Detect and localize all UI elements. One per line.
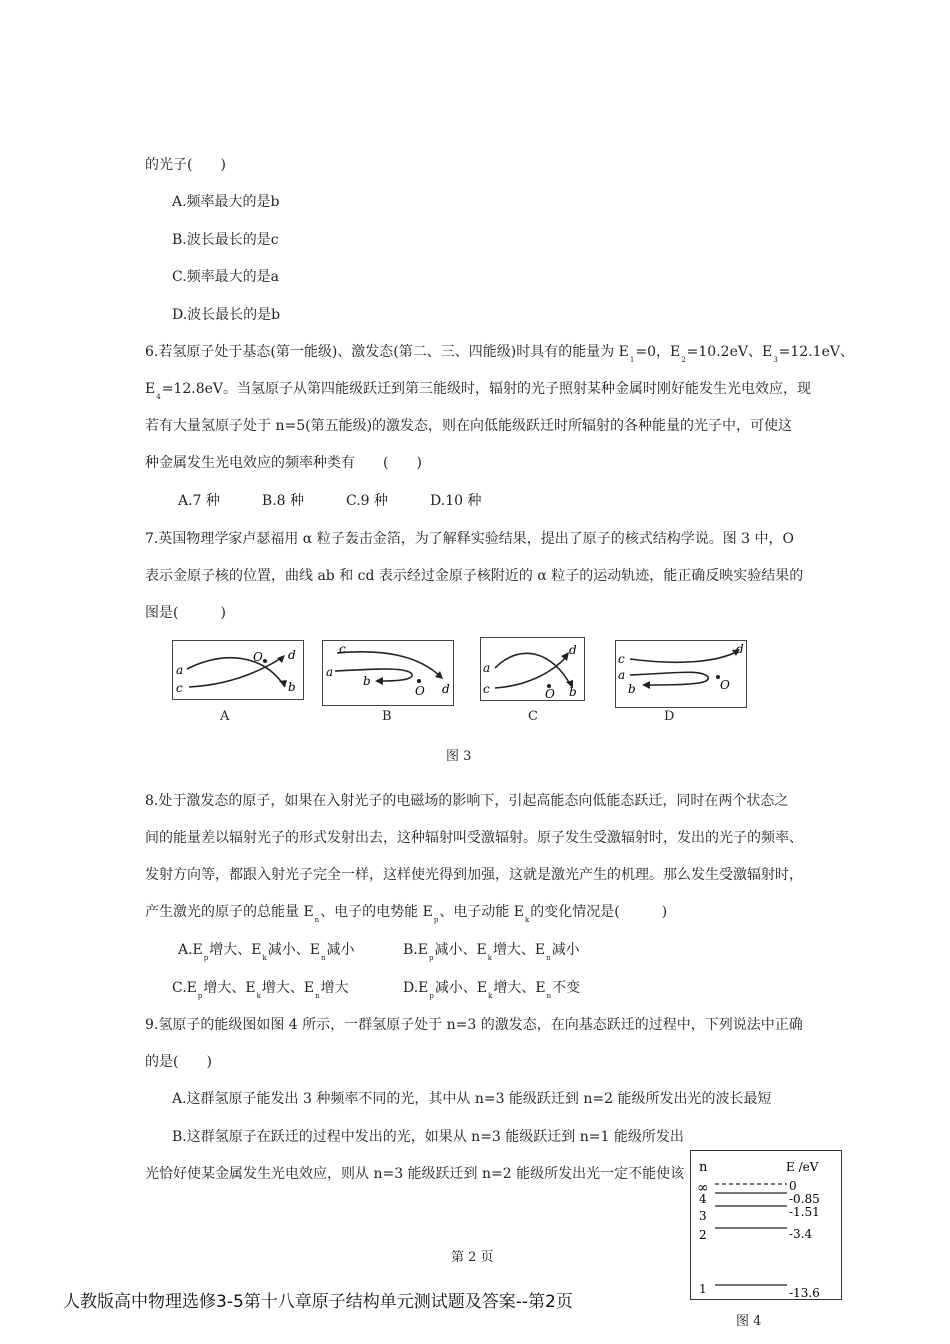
- figure3-panel-a: [172, 640, 304, 700]
- level-e-3: -1.51: [789, 1205, 820, 1219]
- svg-text:d: d: [736, 642, 744, 656]
- svg-text:a: a: [326, 665, 334, 679]
- figure3-panel-d: [615, 640, 747, 708]
- figure3-label-c: C: [528, 709, 538, 724]
- q8-option-a: $A.E_p$增大、$E_k$减小、$E_n$减小: [178, 942, 355, 962]
- svg-text:b: b: [569, 685, 577, 699]
- figure4-caption: 图 4: [736, 1314, 762, 1329]
- figure3-panel-b: [322, 640, 454, 706]
- q8-option-d: $D.E_p$减小、$E_k$增大、$E_n$不变: [403, 980, 581, 1000]
- svg-text:O: O: [415, 684, 425, 698]
- option-c: C.频率最大的是a: [172, 269, 280, 285]
- n-header: n: [699, 1160, 708, 1175]
- level-e-inf: 0: [789, 1179, 797, 1193]
- q8-line-1: 8.处于激发态的原子，如果在入射光子的电磁场的影响下，引起高能态向低能态跃迁，同时在两个状态之: [145, 793, 789, 809]
- level-n-4: 4: [699, 1192, 707, 1206]
- q8-line-3: 发射方向等，都跟入射光子完全一样，这样使光得到加强，这就是激光产生的机理。那么发生受激辐射时，: [145, 867, 803, 883]
- svg-text:b: b: [628, 682, 636, 696]
- label-b: b: [288, 680, 296, 694]
- figure3-caption: 图 3: [446, 749, 472, 764]
- svg-text:c: c: [483, 682, 490, 696]
- svg-text:d: d: [569, 643, 577, 657]
- label-a: a: [176, 663, 184, 677]
- q9-line-1: 9.氢原子的能级图如图 4 所示，一群氢原子处于 n=3 的激发态，在向基态跃迁的过程中，下列说法中正确: [145, 1017, 803, 1033]
- q6-line-1: 6.若氢原子处于基态(第一能级)、激发态(第二、三、四能级)时具有的能量为 $E_1=0$，$E_2=10.2eV$、$E_3=12.1eV$、: [145, 344, 854, 364]
- q7-line-2: 表示金原子核的位置，曲线 ab 和 cd 表示经过金原子核附近的 α 粒子的运动轨迹，能正确反映实验结果的: [145, 568, 804, 584]
- svg-text:d: d: [442, 682, 450, 696]
- level-n-2: 2: [699, 1228, 707, 1242]
- q9-option-b-line-2: 光恰好使某金属发生光电效应，则从 n=3 能级跃迁到 n=2 能级所发出光一定不能使该: [145, 1166, 685, 1182]
- q7-line-3: 图是( ): [145, 605, 226, 621]
- page-number: 第 2 页: [451, 1250, 494, 1265]
- figure4-energy-diagram: [690, 1150, 842, 1300]
- level-n-inf: ∞: [697, 1180, 709, 1196]
- level-n-1: 1: [699, 1282, 707, 1296]
- q8-line-4: 产生激光的原子的总能量 $E_n$、电子的电势能 $E_p$、电子动能 $E_k$的变化情况是( ): [145, 904, 668, 924]
- figure3-label-b: B: [382, 709, 392, 724]
- svg-text:c: c: [339, 642, 346, 656]
- q8-line-2: 间的能量差以辐射光子的形式发射出去，这种辐射叫受激辐射。原子发生受激辐射时，发出的光子的频率、: [145, 830, 803, 846]
- label-d: d: [288, 648, 296, 662]
- label-c: c: [176, 681, 183, 695]
- q6-line-2: $E_4=12.8eV$。当氢原子从第四能级跃迁到第三能级时，辐射的光子照射某种金属时刚好能发生光电效应，现: [145, 381, 811, 401]
- level-e-4: -0.85: [789, 1192, 820, 1206]
- svg-text:c: c: [618, 652, 625, 666]
- e-header: E /eV: [786, 1160, 819, 1174]
- text-line: 的光子( ): [145, 157, 226, 173]
- label-o: O: [253, 650, 263, 664]
- svg-text:O: O: [545, 687, 555, 700]
- q9-line-2: 的是( ): [145, 1054, 212, 1070]
- q6-line-3: 若有大量氢原子处于 n=5(第五能级)的激发态，则在向低能级跃迁时所辐射的各种能量的光子中，可使这: [145, 418, 793, 434]
- q8-option-c: $C.E_p$增大、$E_k$增大、$E_n$增大: [172, 980, 349, 1000]
- option-d: D.波长最长的是b: [172, 307, 281, 323]
- svg-text:a: a: [618, 668, 626, 682]
- svg-text:b: b: [363, 674, 371, 688]
- q6-options: A.7 种 B.8 种 C.9 种 D.10 种: [178, 493, 482, 509]
- option-b: B.波长最长的是c: [172, 232, 279, 248]
- figure3-label-a: A: [220, 709, 230, 724]
- figure3-panel-c: [480, 637, 585, 701]
- footer-title: 人教版高中物理选修3-5第十八章原子结构单元测试题及答案--第2页: [63, 1292, 573, 1312]
- level-n-3: 3: [699, 1209, 707, 1223]
- q9-option-a: A.这群氢原子能发出 3 种频率不同的光，其中从 n=3 能级跃迁到 n=2 能级所发出光的波长最短: [172, 1091, 772, 1107]
- q8-option-b: $B.E_p$减小、$E_k$增大、$E_n$减小: [403, 942, 580, 962]
- q6-line-4: 种金属发生光电效应的频率种类有 ( ): [145, 455, 422, 471]
- svg-text:O: O: [720, 678, 730, 692]
- q7-line-1: 7.英国物理学家卢瑟福用 α 粒子轰击金箔，为了解释实验结果，提出了原子的核式结构学说。图 3 中，O: [145, 531, 794, 547]
- figure3-label-d: D: [664, 709, 675, 724]
- option-a: A.频率最大的是b: [172, 194, 280, 210]
- q9-option-b-line-1: B.这群氢原子在跃迁的过程中发出的光，如果从 n=3 能级跃迁到 n=1 能级所发出: [172, 1129, 684, 1145]
- level-e-1: -13.6: [789, 1286, 820, 1299]
- svg-text:a: a: [483, 661, 491, 675]
- level-e-2: -3.4: [789, 1227, 813, 1241]
